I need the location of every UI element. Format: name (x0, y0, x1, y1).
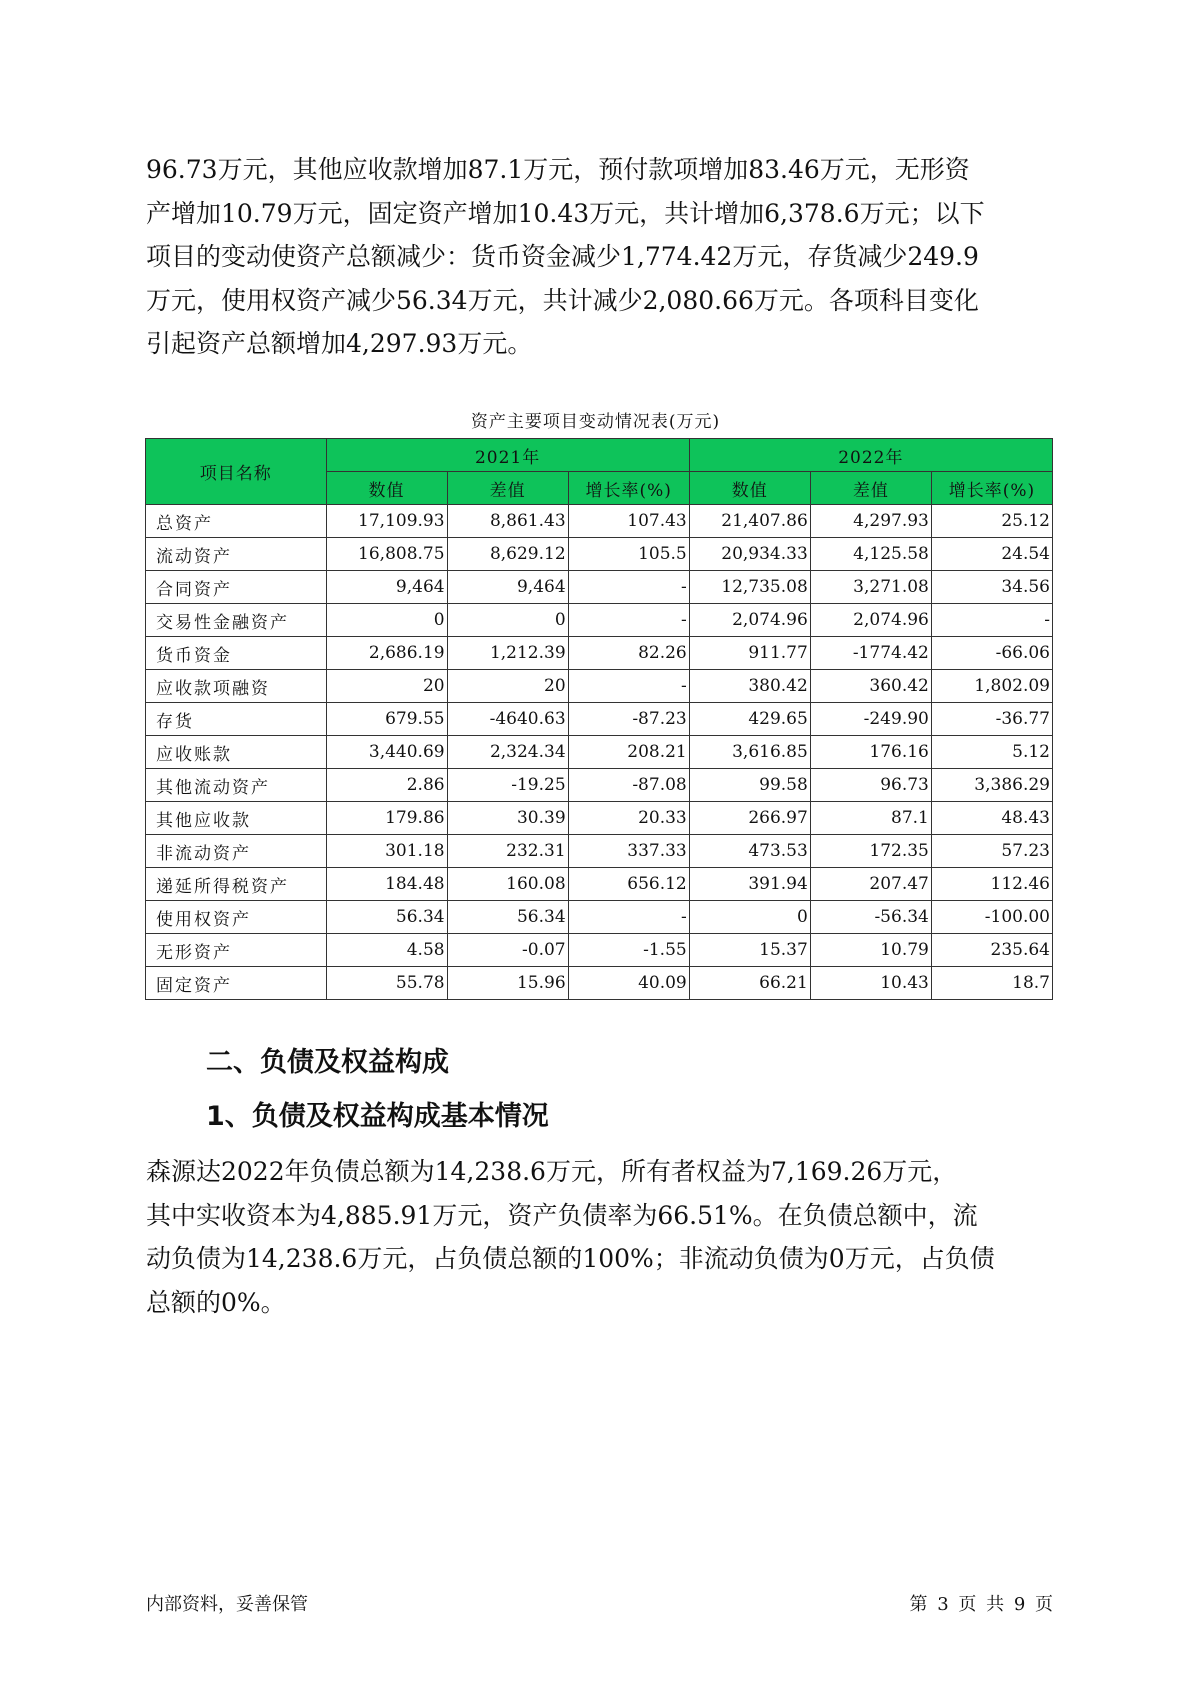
table-cell: 3,616.85 (689, 736, 810, 769)
table-cell: 3,271.08 (810, 571, 931, 604)
table-cell: 10.43 (810, 967, 931, 1000)
table-cell: 2,074.96 (689, 604, 810, 637)
body-paragraph-liabilities (146, 1150, 1051, 1324)
row-label: 流动资产 (146, 538, 327, 571)
table-cell: 3,386.29 (931, 769, 1052, 802)
table-cell: 96.73 (810, 769, 931, 802)
table-cell: 0 (326, 604, 447, 637)
table-cell: 87.1 (810, 802, 931, 835)
table-cell: 0 (689, 901, 810, 934)
table-cell: 82.26 (568, 637, 689, 670)
table-cell: - (568, 571, 689, 604)
header-growth-rate: 增长率(%) (931, 472, 1052, 505)
table-cell: -87.23 (568, 703, 689, 736)
header-value: 数值 (689, 472, 810, 505)
table-cell: 656.12 (568, 868, 689, 901)
table-cell: 266.97 (689, 802, 810, 835)
table-cell: 208.21 (568, 736, 689, 769)
table-row (146, 901, 1053, 934)
table-cell: 34.56 (931, 571, 1052, 604)
table-cell: 105.5 (568, 538, 689, 571)
table-row (146, 703, 1053, 736)
table-cell: 0 (447, 604, 568, 637)
row-label: 其他流动资产 (146, 769, 327, 802)
table-cell: -87.08 (568, 769, 689, 802)
table-cell: - (568, 670, 689, 703)
table-cell: 1,802.09 (931, 670, 1052, 703)
table-cell: -66.06 (931, 637, 1052, 670)
row-label: 交易性金融资产 (146, 604, 327, 637)
table-row (146, 934, 1053, 967)
table-cell: 207.47 (810, 868, 931, 901)
table-cell: 232.31 (447, 835, 568, 868)
table-row (146, 802, 1053, 835)
table-cell: 20.33 (568, 802, 689, 835)
table-cell: 679.55 (326, 703, 447, 736)
section-heading: 二、负债及权益构成 (206, 1047, 449, 1078)
table-cell: 473.53 (689, 835, 810, 868)
table-cell: 380.42 (689, 670, 810, 703)
table-cell: 10.79 (810, 934, 931, 967)
table-cell: 8,861.43 (447, 505, 568, 538)
table-cell: - (568, 604, 689, 637)
table-cell: 4,297.93 (810, 505, 931, 538)
table-cell: 12,735.08 (689, 571, 810, 604)
table-cell: 360.42 (810, 670, 931, 703)
table-cell: -4640.63 (447, 703, 568, 736)
table-cell: 15.37 (689, 934, 810, 967)
table-row (146, 538, 1053, 571)
row-label: 无形资产 (146, 934, 327, 967)
header-item-name: 项目名称 (146, 439, 327, 505)
table-cell: 1,212.39 (447, 637, 568, 670)
header-difference: 差值 (447, 472, 568, 505)
header-growth-rate: 增长率(%) (568, 472, 689, 505)
row-label: 应收款项融资 (146, 670, 327, 703)
subsection-heading: 1、负债及权益构成基本情况 (206, 1101, 549, 1132)
table-cell: - (568, 901, 689, 934)
table-cell: 337.33 (568, 835, 689, 868)
table-cell: 391.94 (689, 868, 810, 901)
table-cell: 18.7 (931, 967, 1052, 1000)
table-cell: 17,109.93 (326, 505, 447, 538)
table-cell: 24.54 (931, 538, 1052, 571)
row-label: 总资产 (146, 505, 327, 538)
table-cell: 4.58 (326, 934, 447, 967)
table-cell: -1.55 (568, 934, 689, 967)
table-cell: 911.77 (689, 637, 810, 670)
table-cell: -100.00 (931, 901, 1052, 934)
row-label: 使用权资产 (146, 901, 327, 934)
table-cell: -56.34 (810, 901, 931, 934)
paragraph-line: 96.73万元，其他应收款增加87.1万元，预付款项增加83.46万元，无形资 (146, 155, 970, 184)
table-cell: 429.65 (689, 703, 810, 736)
row-label: 递延所得税资产 (146, 868, 327, 901)
footer-confidential-note: 内部资料，妥善保管 (146, 1594, 308, 1615)
paragraph-line: 万元，使用权资产减少56.34万元，共计减少2,080.66万元。各项科目变化 (146, 285, 979, 315)
header-year-2021: 2021年 (326, 439, 689, 472)
header-difference: 差值 (810, 472, 931, 505)
table-cell: 184.48 (326, 868, 447, 901)
asset-change-table (145, 438, 1053, 1000)
paragraph-line: 其中实收资本为4,885.91万元，资产负债率为66.51%。在负债总额中，流 (146, 1200, 978, 1230)
header-year-2022: 2022年 (689, 439, 1052, 472)
table-row (146, 670, 1053, 703)
table-cell: 2.86 (326, 769, 447, 802)
table-cell: 107.43 (568, 505, 689, 538)
paragraph-line: 森源达2022年负债总额为14,238.6万元，所有者权益为7,169.26万元， (146, 1157, 958, 1186)
row-label: 应收账款 (146, 736, 327, 769)
body-paragraph-assets (146, 148, 1051, 366)
paragraph-line: 引起资产总额增加4,297.93万元。 (146, 329, 533, 358)
paragraph-line: 总额的0%。 (146, 1287, 286, 1317)
table-cell: 2,686.19 (326, 637, 447, 670)
table-cell: -36.77 (931, 703, 1052, 736)
table-row (146, 736, 1053, 769)
table-cell: 57.23 (931, 835, 1052, 868)
table-row (146, 868, 1053, 901)
table-cell: 4,125.58 (810, 538, 931, 571)
table-cell: 112.46 (931, 868, 1052, 901)
paragraph-line: 项目的变动使资产总额减少：货币资金减少1,774.42万元，存货减少249.9 (146, 242, 979, 271)
row-label: 存货 (146, 703, 327, 736)
table-cell: 2,324.34 (447, 736, 568, 769)
table-caption: 资产主要项目变动情况表(万元) (470, 412, 721, 432)
table-row (146, 505, 1053, 538)
table-cell: 20 (326, 670, 447, 703)
header-value: 数值 (326, 472, 447, 505)
table-cell: 2,074.96 (810, 604, 931, 637)
row-label: 非流动资产 (146, 835, 327, 868)
table-cell: 9,464 (326, 571, 447, 604)
row-label: 其他应收款 (146, 802, 327, 835)
table-cell: -249.90 (810, 703, 931, 736)
table-cell: 30.39 (447, 802, 568, 835)
table-cell: 301.18 (326, 835, 447, 868)
page-number: 第 3 页 共 9 页 (909, 1594, 1053, 1615)
table-cell: 235.64 (931, 934, 1052, 967)
table-cell: 16,808.75 (326, 538, 447, 571)
table-cell: 15.96 (447, 967, 568, 1000)
table-cell: 20 (447, 670, 568, 703)
table-cell: 9,464 (447, 571, 568, 604)
table-cell: -1774.42 (810, 637, 931, 670)
table-row (146, 967, 1053, 1000)
table-row (146, 835, 1053, 868)
table-cell: 3,440.69 (326, 736, 447, 769)
table-cell: -0.07 (447, 934, 568, 967)
table-cell: 25.12 (931, 505, 1052, 538)
row-label: 合同资产 (146, 571, 327, 604)
table-cell: -19.25 (447, 769, 568, 802)
table-row (146, 637, 1053, 670)
table-row (146, 604, 1053, 637)
table-cell: 160.08 (447, 868, 568, 901)
table-row (146, 769, 1053, 802)
paragraph-line: 动负债为14,238.6万元，占负债总额的100%；非流动负债为0万元，占负债 (146, 1244, 995, 1273)
row-label: 货币资金 (146, 637, 327, 670)
table-cell: 8,629.12 (447, 538, 568, 571)
table-cell: 176.16 (810, 736, 931, 769)
table-cell: 56.34 (447, 901, 568, 934)
table-cell: 20,934.33 (689, 538, 810, 571)
table-cell: 179.86 (326, 802, 447, 835)
table-cell: 99.58 (689, 769, 810, 802)
table-cell: 172.35 (810, 835, 931, 868)
table-cell: 40.09 (568, 967, 689, 1000)
row-label: 固定资产 (146, 967, 327, 1000)
paragraph-line: 产增加10.79万元，固定资产增加10.43万元，共计增加6,378.6万元；以下 (146, 198, 985, 228)
table-cell: 66.21 (689, 967, 810, 1000)
table-cell: 21,407.86 (689, 505, 810, 538)
table-cell: 5.12 (931, 736, 1052, 769)
table-body (146, 505, 1053, 1000)
table-cell: 56.34 (326, 901, 447, 934)
table-row (146, 571, 1053, 604)
table-cell: - (931, 604, 1052, 637)
table-cell: 55.78 (326, 967, 447, 1000)
table-cell: 48.43 (931, 802, 1052, 835)
